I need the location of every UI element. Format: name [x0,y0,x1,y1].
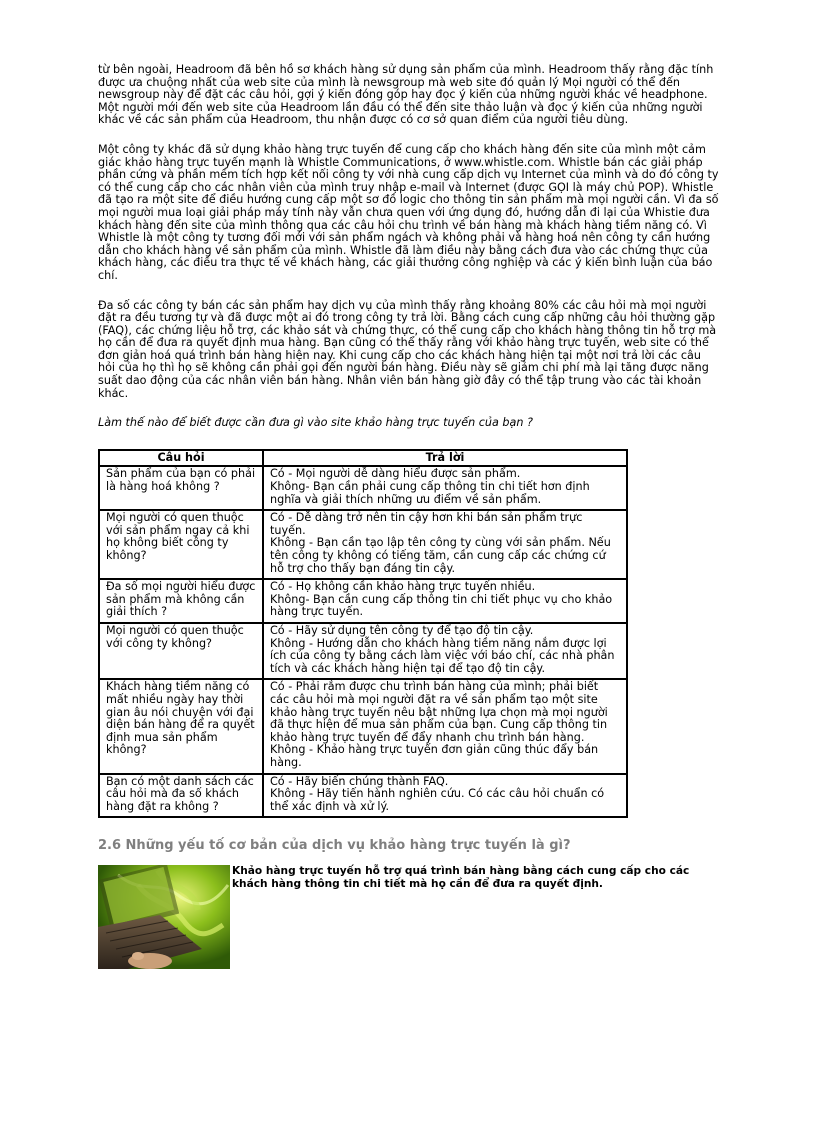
answer-no: Không - Hướng dẫn cho khách hàng tiềm năng nắm được lợi ích của công ty bằng cách làm việc với báo chí, các nhà phân tích và các khách hàng hiện tại để tạo độ tin cậy. [270,636,615,675]
table-row [99,466,627,510]
answer-no: Không - Khảo hàng trực tuyến đơn giản cũng thúc đẩy bán hàng. [270,743,599,769]
answer-no: Không - Hãy tiến hành nghiên cứu. Có các câu hỏi chuẩn có thể xác định và xử lý. [270,787,605,813]
answer-cell [263,774,627,818]
section-heading: 2.6 Những yếu tố cơ bản của dịch vụ khảo hàng trực tuyến là gì? [98,838,571,854]
question-cell: Mọi người có quen thuộc với sản phẩm ngay cả khi họ không biết công ty không? [99,510,263,579]
answer-cell [263,623,627,679]
qa-table [98,449,628,818]
header-question: Câu hỏi [99,450,263,467]
question-cell: Sản phẩm của bạn có phải là hàng hoá không ? [99,466,263,510]
table-row [99,579,627,623]
question-heading: Làm thế nào để biết được cần đưa gì vào site khảo hàng trực tuyến của bạn ? [98,416,533,430]
answer-yes: Có - Hãy sử dụng tên công ty để tạo độ tin cậy. [270,623,534,637]
section-caption: Khảo hàng trực tuyến hỗ trợ quá trình bán hàng bằng cách cung cấp cho các khách hàng thông tin chi tiết mà họ cần để đưa ra quyết định. [232,865,690,891]
answer-yes: Có - Hãy biến chúng thành FAQ. [270,774,449,788]
header-answer: Trả lời [263,450,627,467]
answer-cell [263,679,627,773]
table-row [99,774,627,818]
answer-yes: Có - Họ không cần khảo hàng trực tuyến nhiều. [270,580,536,594]
question-cell: Mọi người có quen thuộc với công ty không? [99,623,263,679]
answer-no: Không- Bạn cần phải cung cấp thông tin chi tiết hơn định nghĩa và giải thích những ưu điểm về sản phẩm. [270,480,590,506]
answer-yes: Có - Phải rắm được chu trình bán hàng của mình; phải biết các câu hỏi mà mọi người đặt ra về sản phẩm tạo một site khảo hàng trực tuyến nêu bật những lựa chọn mà mọi người đã thực hiện để mua sản phẩm của bạn. Cung cấp thông tin khảo hàng trực tuyến để đẩy nhanh chu trình bán hàng. [270,680,608,744]
paragraph-faq: Đa số các công ty bán các sản phẩm hay dịch vụ của mình thấy rằng khoảng 80% các câu hỏi mà mọi người đặt ra đều tương tự và đã được một ai đó trong công ty trả lời. Bằng cách cung cấp những câu hỏi thường gặp (FAQ), các chứng liệu hỗ trợ, các khảo sát và chứng thực, có thể cung cấp cho khách hàng thông tin hỗ trợ mà họ cần để đưa ra quyết định mua hàng. Bạn cũng có thể thấy rằng với khảo hàng trực tuyến, web site có thể đơn giản hoá quá trình bán hàng hiện nay. Khi cung cấp cho các khách hàng hiện tại một nơi trả lời các câu hỏi của họ thì họ sẽ không cần phải gọi đến người bán hàng. Điều này sẽ giảm chi phí mà lại tăng được năng suất dao động của các nhân viên bán hàng. Nhân viên bán hàng giờ đây có thể tập trung vào các tài khoản khác. [98,298,717,400]
answer-no: Không - Bạn cần tạo lập tên công ty cùng với sản phẩm. Nếu tên công ty không có tiếng tăm, cần cung cấp các chứng cứ hỗ trợ cho thấy bạn đáng tin cậy. [270,536,611,575]
laptop-photo [98,865,230,969]
figure-row [98,865,720,969]
paragraph-headroom: từ bên ngoài, Headroom đã bên hồ sơ khách hàng sử dụng sản phẩm của mình. Headroom thấy rằng đặc tính được ưa chuộng nhất của web site của mình là newsgroup mà web site đó quản lý Mọi người có thể đến newsgroup này để đặt các câu hỏi, gợi ý kiến đóng góp hay đọc ý kiến của những người khác về headphone. Một người mới đến web site của Headroom lần đầu có thể đến site thảo luận và đọc ý kiến của những người khác về các sản phẩm của Headroom, thu nhận được có cơ sở quan điểm của người tiêu dùng. [98,63,714,127]
answer-yes: Có - Dễ dàng trở nên tin cậy hơn khi bán sản phẩm trực tuyến. [270,511,583,537]
answer-no: Không- Bạn cần cung cấp thông tin chi tiết phục vụ cho khảo hàng trực tuyến. [270,592,613,619]
answer-cell [263,510,627,579]
answer-cell [263,579,627,623]
table-row [99,623,627,679]
paragraph-whistle: Một công ty khác đã sử dụng khảo hàng trực tuyến để cung cấp cho khách hàng đến site của mình một cảm giác khảo hàng trực tuyến mạnh là Whistle Communications, ở www.whistle.com. Whistle bán các giải pháp phần cứng và phần mềm tích hợp kết nối công ty với nhà cung cấp dịch vụ Internet của mình và do đó công ty có thể cung cấp cho các nhân viên của mình truy nhập e-mail và Internet (được GỌI là máy chủ POP). Whistle đã tạo ra một site để điều hướng cung cấp một sơ đồ logic cho thông tin sản phẩm mà mọi người cần. Vì đa số mọi người mua loại giải pháp máy tính này vẫn chưa quen với ứng dụng đó, hướng dẫn đi lại của Whistie đưa khách hàng đến site của mình thông qua các câu hỏi chu trình về bán hàng mà khách hàng tiềm năng có. Vì Whistle là một công ty tương đối mới với sản phẩm ngách và không phải và hàng hoá nên công ty cần hướng dẫn cho khách hàng về sản phẩm của mình. Whistle đã làm điều này bằng cách đưa vào các chứng thực của khách hàng, các điều tra thực tế về khách hàng, các giải thưởng công nghiệp và các ý kiến bình luận của báo chí. [98,142,719,282]
table-row [99,679,627,773]
table-header-row [99,450,627,467]
question-cell: Khách hàng tiềm năng có mất nhiều ngày hay thời gian âu nói chuyện với đại diện bán hàng để ra quyết định mua sản phẩm không? [99,679,263,773]
answer-yes: Có - Mọi người dễ dàng hiểu được sản phẩm. [270,467,521,481]
document-page [98,64,720,969]
answer-cell [263,466,627,510]
table-row [99,510,627,579]
question-cell: Đa số mọi người hiểu được sản phẩm mà không cần giải thích ? [99,579,263,623]
question-cell: Bạn có một danh sách các câu hỏi mà đa số khách hàng đặt ra không ? [99,774,263,818]
